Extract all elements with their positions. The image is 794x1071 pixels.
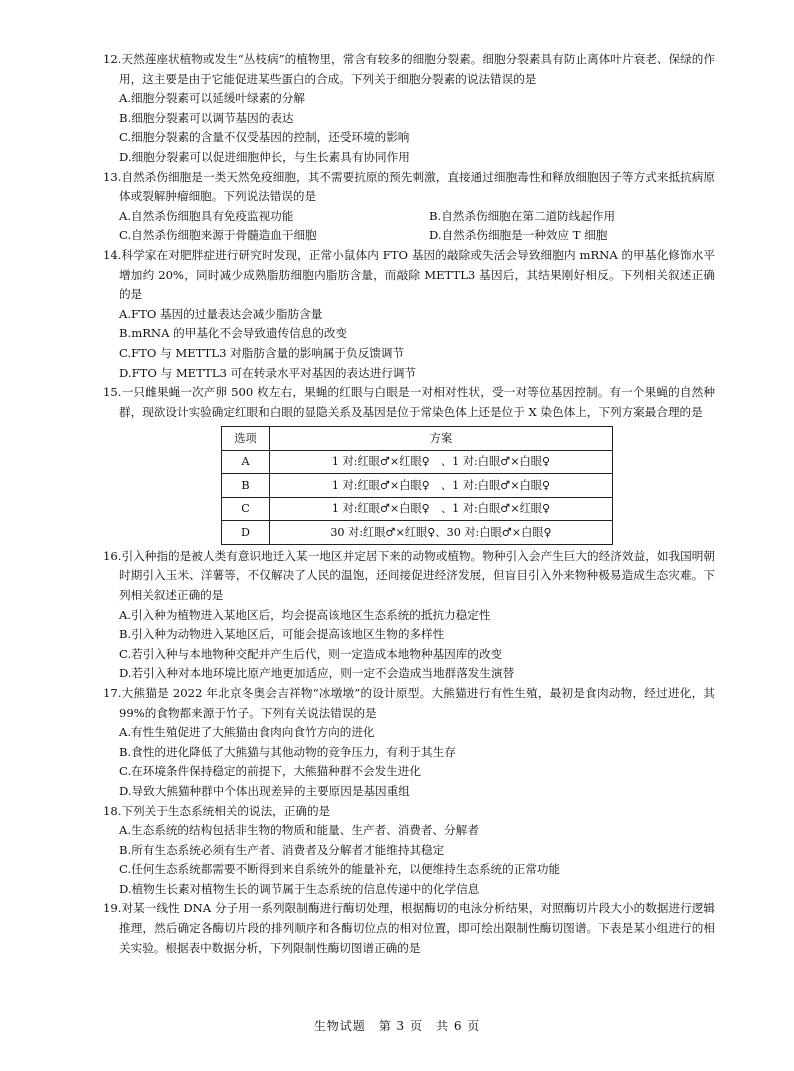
- question-16: [103, 547, 715, 684]
- option-a: A.有性生殖促进了大熊猫由食肉向食竹方向的进化: [119, 725, 375, 740]
- question-12: [103, 50, 715, 168]
- option-d: D.导致大熊猫种群中个体出现差异的主要原因是基因重组: [119, 783, 410, 798]
- question-stem: 15.一只雌果蝇一次产卵 500 枚左右，果蝇的红眼与白眼是一对相对性状，受一对等位基因控制。有一个果蝇的自然种群，现欲设计实验确定红眼和白眼的显隐关系及基因是位于常染色体上还是位于 X 染色体上，下列方案最合理的是: [103, 385, 715, 419]
- option-a: A.FTO 基因的过量表达会减少脂肪含量: [119, 306, 323, 321]
- question-13: [103, 168, 715, 246]
- table-cell-plan: 1 对:红眼♂×白眼♀ 、1 对:白眼♂×红眼♀: [270, 497, 613, 521]
- option-c: C.在环境条件保持稳定的前提下，大熊猫种群不会发生进化: [119, 764, 421, 779]
- table-cell-option: B: [222, 474, 270, 498]
- option-d: D.若引入种对本地环境比原产地更加适应，则一定不会造成当地群落发生演替: [119, 666, 515, 681]
- table-cell-option: A: [222, 450, 270, 474]
- table-row: [222, 521, 613, 545]
- option-row: [103, 226, 715, 246]
- option-b: B.引入种为动物进入某地区后，可能会提高该地区生物的多样性: [119, 627, 445, 642]
- plan-table: [221, 426, 613, 545]
- question-stem: 18.下列关于生态系统相关的说法，正确的是: [103, 803, 331, 818]
- option-b: B.mRNA 的甲基化不会导致遗传信息的改变: [119, 326, 348, 341]
- option-d: D.植物生长素对植物生长的调节属于生态系统的信息传递中的化学信息: [119, 881, 480, 896]
- option-c: C.自然杀伤细胞来源于骨髓造血干细胞: [119, 228, 317, 243]
- option-b: B.食性的进化降低了大熊猫与其他动物的竞争压力，有利于其生存: [119, 744, 456, 759]
- option-b: B.细胞分裂素可以调节基因的表达: [119, 110, 294, 125]
- option-row: [103, 207, 715, 227]
- option-c: C.细胞分裂素的含量不仅受基因的控制，还受环境的影响: [119, 130, 410, 145]
- table-cell-plan: 1 对:红眼♂×白眼♀ 、1 对:白眼♂×白眼♀: [270, 474, 613, 498]
- table-header-option: 选项: [222, 427, 270, 451]
- option-d: D.FTO 与 METTL3 可在转录水平对基因的表达进行调节: [119, 365, 417, 380]
- question-18: [103, 802, 715, 900]
- question-stem: 16.引入种指的是被人类有意识地迁入某一地区并定居下来的动物或植物。物种引入会产生巨大的经济效益，如我国明朝时期引入玉米、洋薯等，不仅解决了人民的温饱，还间接促进经济发展，但盲目引入外来物种极易造成生态灾难。下列相关叙述正确的是: [103, 548, 715, 602]
- question-14: [103, 246, 715, 383]
- option-a: A.引入种为植物进入某地区后，均会提高该地区生态系统的抵抗力稳定性: [119, 607, 491, 622]
- option-c: C.FTO 与 METTL3 对脂肪含量的影响属于负反馈调节: [119, 345, 405, 360]
- question-stem: 14.科学家在对肥胖症进行研究时发现，正常小鼠体内 FTO 基因的敲除或失活会导致细胞内 mRNA 的甲基化修饰水平增加约 20%，同时减少成熟脂肪细胞内脂肪含量，而敲除 METTL3 基因后，其结果刚好相反。下列相关叙述正确的是: [103, 247, 715, 302]
- table-row: [222, 450, 613, 474]
- question-stem: 17.大熊猫是 2022 年北京冬奥会吉祥物“冰墩墩”的设计原型。大熊猫进行有性生殖，最初是食肉动物，经过进化，其 99%的食物都来源于竹子。下列有关说法错误的是: [103, 685, 715, 720]
- option-c: C.任何生态系统都需要不断得到来自系统外的能量补充，以便维持生态系统的正常功能: [119, 862, 561, 877]
- option-d: D.细胞分裂素可以促进细胞伸长，与生长素具有协同作用: [119, 149, 410, 164]
- question-19: [103, 899, 715, 958]
- question-17: [103, 684, 715, 802]
- table-row: [222, 474, 613, 498]
- question-15: [103, 383, 715, 545]
- option-b: B.自然杀伤细胞在第二道防线起作用: [429, 208, 616, 223]
- question-stem: 12.天然莲座状植物或发生“丛枝病”的植物里，常含有较多的细胞分裂素。细胞分裂素具有防止离体叶片衰老、保绿的作用，这主要是由于它能促进某些蛋白的合成。下列关于细胞分裂素的说法错误的是: [103, 52, 715, 86]
- table-cell-plan: 1 对:红眼♂×红眼♀ 、1 对:白眼♂×白眼♀: [270, 450, 613, 474]
- option-d: D.自然杀伤细胞是一种效应 T 细胞: [429, 228, 608, 243]
- table-cell-option: D: [222, 521, 270, 545]
- table-cell-option: C: [222, 497, 270, 521]
- exam-page: [103, 50, 715, 958]
- option-a: A.生态系统的结构包括非生物的物质和能量、生产者、消费者、分解者: [119, 823, 479, 838]
- option-b: B.所有生态系统必须有生产者、消费者及分解者才能维持其稳定: [119, 842, 445, 857]
- option-a: A.自然杀伤细胞具有免疫监视功能: [119, 208, 294, 223]
- page-footer: 生物试题 第 3 页 共 6 页: [313, 1019, 481, 1033]
- question-stem: 13.自然杀伤细胞是一类天然免疫细胞，其不需要抗原的预先刺激，直接通过细胞毒性和释放细胞因子等方式来抵抗病原体或裂解肿瘤细胞。下列说法错误的是: [103, 169, 715, 204]
- question-stem: 19.对某一线性 DNA 分子用一系列限制酶进行酶切处理，根据酶切的电泳分析结果，对照酶切片段大小的数据进行逻辑推理，然后确定各酶切片段的排列顺序和各酶切位点的相对位置，即可绘出限制性酶切图谱。下表是某小组进行的相关实验。根据表中数据分析，下列限制性酶切图谱正确的是: [103, 901, 715, 955]
- option-a: A.细胞分裂素可以延缓叶绿素的分解: [119, 91, 305, 106]
- table-header-row: [222, 427, 613, 451]
- option-c: C.若引入种与本地物种交配并产生后代，则一定造成本地物种基因库的改变: [119, 646, 503, 661]
- table-cell-plan: 30 对:红眼♂×红眼♀、30 对:白眼♂×白眼♀: [270, 521, 613, 545]
- table-row: [222, 497, 613, 521]
- table-header-plan: 方案: [270, 427, 613, 451]
